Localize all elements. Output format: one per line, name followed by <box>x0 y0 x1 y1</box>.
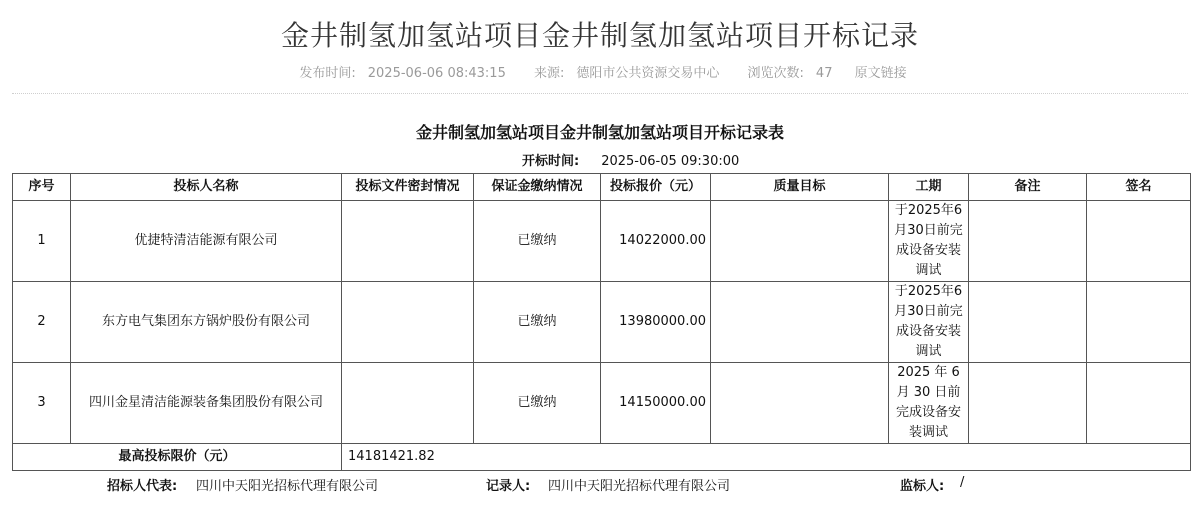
tenderer-label: 招标人代表: <box>107 479 178 494</box>
table-row <box>13 282 1191 363</box>
header-deposit-status: 保证金缴纳情况 <box>474 174 601 201</box>
open-time <box>522 150 739 169</box>
article-meta <box>0 62 1200 81</box>
cell-no: 3 <box>13 363 71 444</box>
publish-time-label: 发布时间: <box>299 66 356 81</box>
open-time-label: 开标时间: <box>522 154 580 169</box>
cell-deposit-status: 已缴纳 <box>474 201 601 282</box>
cell-bid-price: 14022000.00 <box>601 201 711 282</box>
cell-remark <box>969 363 1087 444</box>
source-label: 来源: <box>533 66 565 81</box>
header-signature: 签名 <box>1087 174 1191 201</box>
supervisor-label: 监标人: <box>900 479 945 494</box>
divider <box>12 93 1188 94</box>
cell-no: 1 <box>13 201 71 282</box>
cell-remark <box>969 201 1087 282</box>
open-time-value: 2025-06-05 09:30:00 <box>601 154 740 169</box>
cell-bidder-name: 东方电气集团东方锅炉股份有限公司 <box>71 282 342 363</box>
cell-deposit-status: 已缴纳 <box>474 363 601 444</box>
cell-seal-status <box>342 363 474 444</box>
price-limit-row <box>13 444 1191 471</box>
header-period: 工期 <box>889 174 969 201</box>
price-limit-value: 14181421.82 <box>342 444 474 471</box>
header-bid-price: 投标报价（元） <box>601 174 711 201</box>
source-value: 德阳市公共资源交易中心 <box>576 66 720 81</box>
cell-deposit-status: 已缴纳 <box>474 282 601 363</box>
publish-time-value: 2025-06-06 08:43:15 <box>367 66 506 81</box>
table-row <box>13 201 1191 282</box>
recorder-value: 四川中天阳光招标代理有限公司 <box>548 479 731 494</box>
price-limit-label: 最高投标限价（元） <box>13 444 342 471</box>
page-title: 金井制氢加氢站项目金井制氢加氢站项目开标记录 <box>280 19 919 52</box>
cell-no: 2 <box>13 282 71 363</box>
cell-period: 2025 年 6 月 30 日前完成设备安装调试 <box>889 363 969 444</box>
cell-bidder-name: 四川金星清洁能源装备集团股份有限公司 <box>71 363 342 444</box>
record-table-title: 金井制氢加氢站项目金井制氢加氢站项目开标记录表 <box>415 123 784 142</box>
cell-signature <box>1087 363 1191 444</box>
original-link[interactable]: 原文链接 <box>854 66 907 81</box>
source <box>528 66 725 81</box>
cell-signature <box>1087 201 1191 282</box>
tenderer-value: 四川中天阳光招标代理有限公司 <box>196 479 379 494</box>
header-bidder-name: 投标人名称 <box>71 174 342 201</box>
bid-record-table <box>12 173 1191 471</box>
cell-seal-status <box>342 282 474 363</box>
cell-period: 于2025年6月30日前完成设备安装调试 <box>889 201 969 282</box>
header-seal-status: 投标文件密封情况 <box>342 174 474 201</box>
cell-quality-target <box>711 363 889 444</box>
cell-bid-price: 14150000.00 <box>601 363 711 444</box>
recorder-label: 记录人: <box>486 479 531 494</box>
cell-bid-price: 13980000.00 <box>601 282 711 363</box>
cell-quality-target <box>711 282 889 363</box>
table-header-row <box>13 174 1191 201</box>
view-count-value: 47 <box>815 66 833 81</box>
header-remark: 备注 <box>969 174 1087 201</box>
price-limit-empty <box>474 444 1191 471</box>
cell-period: 于2025年6月30日前完成设备安装调试 <box>889 282 969 363</box>
table-row <box>13 363 1191 444</box>
cell-seal-status <box>342 201 474 282</box>
supervisor-value: / <box>960 475 965 490</box>
cell-remark <box>969 282 1087 363</box>
view-count <box>742 66 839 81</box>
cell-quality-target <box>711 201 889 282</box>
header-quality-target: 质量目标 <box>711 174 889 201</box>
cell-bidder-name: 优捷特清洁能源有限公司 <box>71 201 342 282</box>
header-no: 序号 <box>13 174 71 201</box>
cell-signature <box>1087 282 1191 363</box>
publish-time <box>293 66 511 81</box>
view-count-label: 浏览次数: <box>747 66 804 81</box>
